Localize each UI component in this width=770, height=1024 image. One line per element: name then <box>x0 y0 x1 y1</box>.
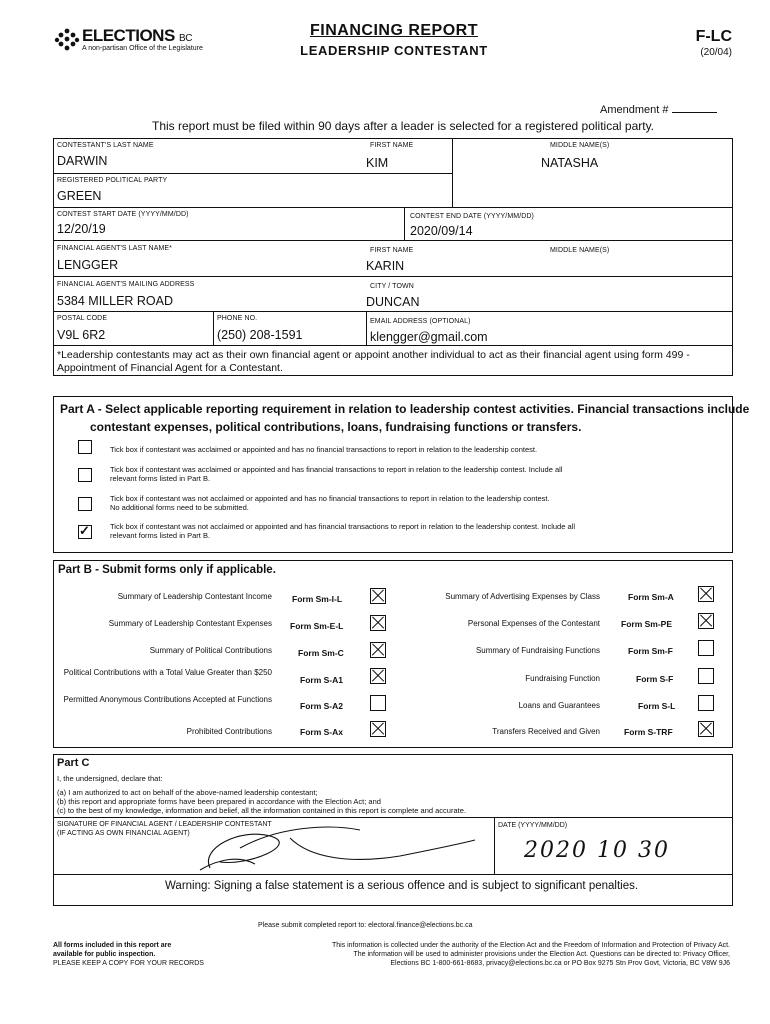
part-a-option-1-checkbox[interactable] <box>78 440 92 454</box>
agent-note: *Leadership contestants may act as their own financial agent or appoint another individual to act as their financial agent using form 499 - Appointment of Financial Agent for a Contestant. <box>57 349 690 374</box>
report-title: FINANCING REPORT <box>310 22 478 39</box>
contestant-middle-name-label: MIDDLE NAME(S) <box>550 142 610 149</box>
part-b-right-5-desc: Loans and Guarantees <box>518 701 600 710</box>
contest-end-label: CONTEST END DATE (YYYY/MM/DD) <box>410 213 534 220</box>
contestant-last-name-label: CONTESTANT'S LAST NAME <box>57 142 154 149</box>
form-version: (20/04) <box>700 47 732 58</box>
email-label: EMAIL ADDRESS (OPTIONAL) <box>370 318 471 325</box>
part-b-left-5-desc: Permitted Anonymous Contributions Accepted at Functions <box>63 695 272 704</box>
part-b-left-3-desc: Summary of Political Contributions <box>149 646 272 655</box>
divider <box>213 311 214 346</box>
part-a-option-2-text: Tick box if contestant was acclaimed or appointed and has financial transactions to report in relation to the leadership contest. Include all relevant forms listed in Part B. <box>110 465 563 483</box>
signature-label: SIGNATURE OF FINANCIAL AGENT / LEADERSHIP CONTESTANT (IF ACTING AS OWN FINANCIAL AGENT) <box>57 821 272 837</box>
phone-label: PHONE NO. <box>217 315 258 322</box>
contestant-last-name[interactable]: DARWIN <box>57 154 108 168</box>
part-c-item-c: (c) to the best of my knowledge, information and belief, all the information contained in this report is complete and accurate. <box>57 806 466 815</box>
divider <box>404 208 405 241</box>
amendment-line <box>672 112 717 113</box>
logo-subtitle: A non-partisan Office of the Legislature <box>82 45 203 52</box>
part-a-option-4-text: Tick box if contestant was not acclaimed or appointed and has financial transactions to report in relation to the leadership contest. Include all relevant forms listed in Part B. <box>110 522 575 540</box>
agent-first-name[interactable]: KARIN <box>366 259 405 273</box>
part-b-left-1-desc: Summary of Leadership Contestant Income <box>117 592 272 601</box>
divider <box>494 817 495 874</box>
part-a-option-1-text: Tick box if contestant was acclaimed or appointed and has no financial transactions to report in relation to the leadership contest. <box>110 445 538 454</box>
part-b-right-6-form: Form S-TRF <box>624 727 673 737</box>
part-b-left-4-checkbox[interactable] <box>370 668 386 684</box>
agent-last-name-label: FINANCIAL AGENT'S LAST NAME* <box>57 245 172 252</box>
contest-start-date[interactable]: 12/20/19 <box>57 222 106 236</box>
agent-address-label: FINANCIAL AGENT'S MAILING ADDRESS <box>57 281 195 288</box>
signature-date[interactable]: 2020 10 30 <box>524 838 670 863</box>
footer-left: All forms included in this report are available for public inspection. PLEASE KEEP A COPY FOR YOUR RECORDS <box>53 942 204 967</box>
part-b-right-1-checkbox[interactable] <box>698 586 714 602</box>
agent-city[interactable]: DUNCAN <box>366 295 420 309</box>
signature-scribble-icon[interactable] <box>180 818 480 874</box>
party-value[interactable]: GREEN <box>57 189 102 203</box>
postal-code[interactable]: V9L 6R2 <box>57 328 106 342</box>
contestant-first-name-label: FIRST NAME <box>370 142 414 149</box>
contest-end-date[interactable]: 2020/09/14 <box>410 224 473 238</box>
part-b-right-6-checkbox[interactable] <box>698 721 714 737</box>
part-a-option-2-checkbox[interactable] <box>78 468 92 482</box>
part-b-title: Part B - Submit forms only if applicable. <box>58 564 276 576</box>
agent-city-label: CITY / TOWN <box>370 283 414 290</box>
part-b-left-6-checkbox[interactable] <box>370 721 386 737</box>
part-b-right-2-form: Form Sm-PE <box>621 619 673 629</box>
part-b-right-4-checkbox[interactable] <box>698 668 714 684</box>
part-a-option-3-checkbox[interactable] <box>78 497 92 511</box>
footer-right: This information is collected under the authority of the Election Act and the Freedom of Information and Protection of Privacy Act. The information will be used to administer provisions under the Election Act. Questions can be directed to: Privacy Officer, Elections BC 1-800-661-8683, privacy@elections.bc.ca or PO Box 9275 Stn Prov Govt, Victoria, BC V8W 9J6 <box>331 942 730 967</box>
form-code-block <box>672 28 732 58</box>
agent-middle-name-label: MIDDLE NAME(S) <box>550 247 610 254</box>
divider <box>53 874 732 875</box>
part-b-right-3-desc: Summary of Fundraising Functions <box>475 646 600 655</box>
part-b-left-6-desc: Prohibited Contributions <box>186 727 272 736</box>
amendment-label: Amendment # <box>600 104 669 116</box>
report-subtitle: LEADERSHIP CONTESTANT <box>300 43 488 58</box>
part-b-right-2-desc: Personal Expenses of the Contestant <box>467 619 600 628</box>
divider <box>53 207 732 208</box>
filing-note: This report must be filed within 90 days after a leader is selected for a registered political party. <box>152 119 655 133</box>
part-a-title-line1: Part A - Select applicable reporting requirement in relation to leadership contest activities. Financial transactions include <box>60 402 750 416</box>
part-b-left-5-checkbox[interactable] <box>370 695 386 711</box>
agent-last-name[interactable]: LENGGER <box>57 258 119 272</box>
divider <box>53 345 732 346</box>
contest-start-label: CONTEST START DATE (YYYY/MM/DD) <box>57 211 189 218</box>
part-b-right-4-desc: Fundraising Function <box>525 674 600 683</box>
part-b-right-5-form: Form S-L <box>638 701 676 711</box>
party-label: REGISTERED POLITICAL PARTY <box>57 177 168 184</box>
divider <box>53 240 732 241</box>
phone-number[interactable]: (250) 208-1591 <box>217 328 303 342</box>
divider <box>366 311 367 346</box>
divider <box>53 276 732 277</box>
part-b-left-4-desc: Political Contributions with a Total Value Greater than $250 <box>63 668 272 677</box>
part-c-item-a: (a) I am authorized to act on behalf of the above-named leadership contestant; <box>57 788 318 797</box>
divider <box>53 311 732 312</box>
part-b-left-1-form: Form Sm-I-L <box>292 594 343 604</box>
part-b-right-5-checkbox[interactable] <box>698 695 714 711</box>
divider <box>452 138 453 208</box>
part-b-left-5-form: Form S-A2 <box>300 701 343 711</box>
logo-mark-icon <box>54 27 80 51</box>
part-b-right-4-form: Form S-F <box>636 674 674 684</box>
part-c-item-b: (b) this report and appropriate forms have been prepared in accordance with the Election Act; and <box>57 797 381 806</box>
part-c-declare: I, the undersigned, declare that: <box>57 774 163 783</box>
agent-first-name-label: FIRST NAME <box>370 247 414 254</box>
part-b-right-2-checkbox[interactable] <box>698 613 714 629</box>
footer-submit: Please submit completed report to: electoral.finance@elections.bc.ca <box>258 922 473 929</box>
part-b-left-2-form: Form Sm-E-L <box>290 621 344 631</box>
part-b-left-3-form: Form Sm-C <box>298 648 344 658</box>
part-a-option-3-text: Tick box if contestant was not acclaimed or appointed and has no financial transactions to report in relation to the leadership contest. No additional forms need to be submitted. <box>110 494 550 512</box>
form-code: F-LC <box>695 28 732 45</box>
elections-bc-logo <box>54 26 244 66</box>
part-b-left-3-checkbox[interactable] <box>370 642 386 658</box>
part-b-right-1-form: Form Sm-A <box>628 592 674 602</box>
logo-word: ELECTIONS <box>82 26 175 45</box>
postal-code-label: POSTAL CODE <box>57 315 108 322</box>
date-label: DATE (YYYY/MM/DD) <box>498 822 568 829</box>
part-b-left-4-form: Form S-A1 <box>300 675 343 685</box>
report-title-block <box>284 22 504 58</box>
part-b-right-3-checkbox[interactable] <box>698 640 714 656</box>
part-b-left-1-checkbox[interactable] <box>370 588 386 604</box>
part-b-left-2-checkbox[interactable] <box>370 615 386 631</box>
warning-text: Warning: Signing a false statement is a serious offence and is subject to significant penalties. <box>165 880 639 892</box>
part-c-title: Part C <box>57 757 90 769</box>
part-b-left-2-desc: Summary of Leadership Contestant Expenses <box>108 619 272 628</box>
part-b-right-6-desc: Transfers Received and Given <box>492 727 600 736</box>
logo-suffix: BC <box>179 33 192 44</box>
divider <box>53 173 452 174</box>
amendment-field[interactable] <box>600 104 717 116</box>
agent-address[interactable]: 5384 MILLER ROAD <box>57 294 174 308</box>
part-b-right-3-form: Form Sm-F <box>628 646 673 656</box>
part-a-option-4-checkbox[interactable] <box>78 525 92 539</box>
part-b-right-1-desc: Summary of Advertising Expenses by Class <box>445 592 600 601</box>
contestant-first-name[interactable]: KIM <box>366 156 389 170</box>
part-b-left-6-form: Form S-Ax <box>300 727 343 737</box>
contestant-middle-name[interactable]: NATASHA <box>541 156 599 170</box>
email-address[interactable]: klengger@gmail.com <box>370 330 488 344</box>
part-a-title-line2: contestant expenses, political contributions, loans, fundraising functions or transfers. <box>90 420 582 434</box>
